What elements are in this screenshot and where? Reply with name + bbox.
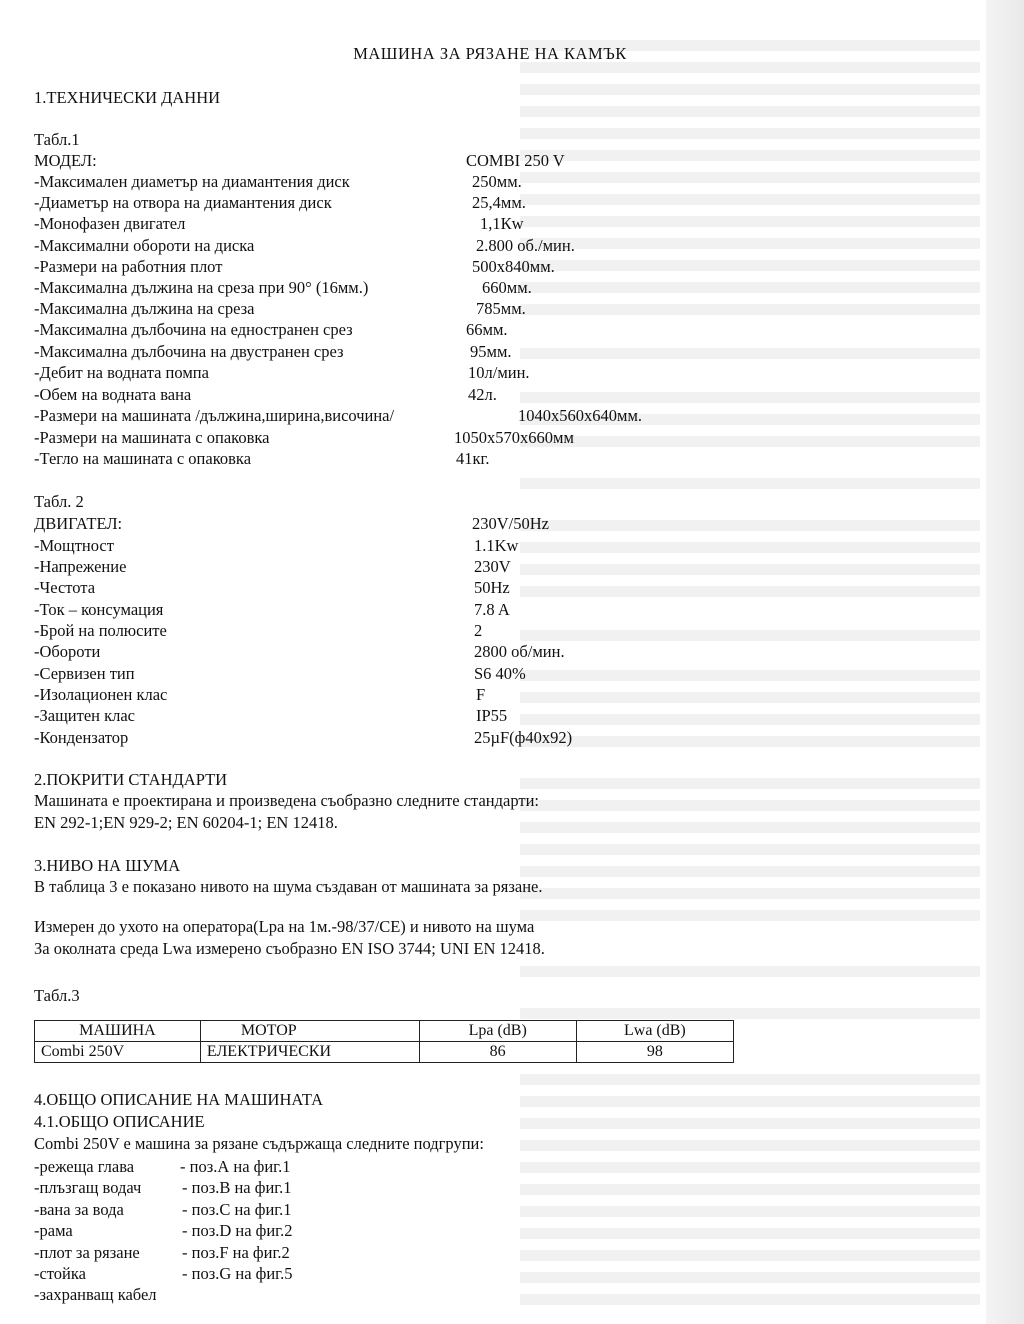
table1-value: 785мм. xyxy=(476,299,526,318)
table1-label: -Максимален диаметър на диамантения диск xyxy=(34,172,350,191)
table-header-cell: МАШИНА xyxy=(35,1021,201,1042)
table-header-cell: Lwa (dB) xyxy=(576,1021,733,1042)
table1-label: -Максимална дълбочина на едностранен срез xyxy=(34,320,353,339)
table1-value: 10л/мин. xyxy=(468,363,530,382)
table2-value: 2800 об/мин. xyxy=(474,642,565,661)
section4-subheading: 4.1.ОБЩО ОПИСАНИЕ xyxy=(34,1112,205,1131)
subgroup-label: -вана за вода xyxy=(34,1200,124,1219)
table1-value: 1050х570х660мм xyxy=(454,428,574,447)
table1-value: 95мм. xyxy=(470,342,512,361)
section2-heading: 2.ПОКРИТИ СТАНДАРТИ xyxy=(34,770,228,789)
table1-label: -Диаметър на отвора на диамантения диск xyxy=(34,193,332,212)
table-row xyxy=(35,1042,734,1063)
table-cell: 98 xyxy=(576,1042,733,1063)
subgroup-label: -режеща глава xyxy=(34,1157,135,1176)
table1-caption: Табл.1 xyxy=(34,130,80,149)
table2-label: -Сервизен тип xyxy=(34,664,135,683)
table3-caption: Табл.3 xyxy=(34,986,80,1005)
section1-heading: 1.ТЕХНИЧЕСКИ ДАННИ xyxy=(34,88,221,107)
noise-measure-line: Измерен до ухото на оператора(Lpa на 1м.-98/37/CE) и нивото на шума xyxy=(34,917,535,936)
subgroup-ref: - поз.А на фиг.1 xyxy=(180,1157,291,1176)
table-header-cell: Lpa (dB) xyxy=(419,1021,576,1042)
subgroup-ref: - поз.B на фиг.1 xyxy=(182,1178,292,1197)
page-title: МАШИНА ЗА РЯЗАНЕ НА КАМЪК xyxy=(353,44,627,63)
table2-value: 25µF(ф40х92) xyxy=(474,728,573,747)
table1-label: МОДЕЛ: xyxy=(34,151,97,170)
table1-label: -Максимална дълбочина на двустранен срез xyxy=(34,342,344,361)
subgroup-label: -плот за рязане xyxy=(34,1243,140,1262)
table1-value: 1,1Кw xyxy=(480,214,524,233)
standards-list: EN 292-1;EN 929-2; EN 60204-1; EN 12418. xyxy=(34,813,338,832)
subgroup-label: -захранващ кабел xyxy=(34,1285,157,1304)
subgroup-ref: - поз.G на фиг.5 xyxy=(182,1264,293,1283)
section3-heading: 3.НИВО НА ШУМА xyxy=(34,856,181,875)
description-intro: Combi 250V е машина за рязане съдържаща следните подгрупи: xyxy=(34,1134,484,1153)
table1-value: 41кг. xyxy=(456,449,490,468)
table1-value: 66мм. xyxy=(466,320,508,339)
table2-value: 230V xyxy=(474,557,511,576)
table1-label: -Размери на машината с опаковка xyxy=(34,428,270,447)
table-cell: 86 xyxy=(419,1042,576,1063)
subgroup-label: -стойка xyxy=(34,1264,86,1283)
table-header-cell: МОТОР xyxy=(200,1021,419,1042)
noise-table xyxy=(34,1020,734,1063)
subgroup-label: -плъзгащ водач xyxy=(34,1178,142,1197)
table1-value: 2.800 об./мин. xyxy=(476,236,575,255)
table1-value: 660мм. xyxy=(482,278,532,297)
table1-label: -Дебит на водната помпа xyxy=(34,363,209,382)
table1-label: -Монофазен двигател xyxy=(34,214,186,233)
table2-label: -Защитен клас xyxy=(34,706,136,725)
table2-value: 2 xyxy=(474,621,483,640)
subgroup-ref: - поз.C на фиг.1 xyxy=(182,1200,292,1219)
subgroup-label: -рама xyxy=(34,1221,73,1240)
table2-value: 1.1Kw xyxy=(474,536,519,555)
table2-value: 7.8 A xyxy=(474,600,510,619)
subgroup-ref: - поз.D на фиг.2 xyxy=(182,1221,293,1240)
table2-label: -Честота xyxy=(34,578,96,597)
table1-label: -Тегло на машината с опаковка xyxy=(34,449,252,468)
table2-label: -Изолационен клас xyxy=(34,685,168,704)
table1-label: -Максимална дължина на среза при 90° (16мм.) xyxy=(34,278,369,297)
table2-value: S6 40% xyxy=(474,664,526,683)
table1-value: 42л. xyxy=(468,385,497,404)
section4-heading: 4.ОБЩО ОПИСАНИЕ НА МАШИНАТА xyxy=(34,1090,323,1109)
table2-value: F xyxy=(476,685,486,704)
table2-label: -Брой на полюсите xyxy=(34,621,167,640)
table1-value: 250мм. xyxy=(472,172,522,191)
table1-value: 500х840мм. xyxy=(472,257,555,276)
table2-label: -Ток – консумация xyxy=(34,600,164,619)
table2-label: -Обороти xyxy=(34,642,101,661)
table1-value: 1040х560х640мм. xyxy=(518,406,643,425)
table2-value: 230V/50Hz xyxy=(472,514,549,533)
subgroup-ref: - поз.F на фиг.2 xyxy=(182,1243,290,1262)
table-cell: Combi 250V xyxy=(35,1042,201,1063)
table2-label: -Мощтност xyxy=(34,536,114,555)
noise-intro: В таблица 3 е показано нивото на шума създаван от машината за рязане. xyxy=(34,877,543,896)
table1-label: -Максимални обороти на диска xyxy=(34,236,255,255)
table1-label: -Размери на машината /дължина,ширина,височина/ xyxy=(34,406,395,425)
table1-label: -Максимална дължина на среза xyxy=(34,299,255,318)
table2-label: -Кондензатор xyxy=(34,728,129,747)
table2-value: IP55 xyxy=(476,706,508,725)
noise-env-line: За околната среда Lwa измерено съобразно EN ISO 3744; UNI EN 12418. xyxy=(34,939,545,958)
table1-label: -Обем на водната вана xyxy=(34,385,192,404)
standards-intro: Машината е проектирана и произведена съобразно следните стандарти: xyxy=(34,791,539,810)
table2-label: ДВИГАТЕЛ: xyxy=(34,514,123,533)
table1-value: 25,4мм. xyxy=(472,193,526,212)
table1-label: -Размери на работния плот xyxy=(34,257,223,276)
table2-value: 50Hz xyxy=(474,578,510,597)
table1-value: COMBI 250 V xyxy=(466,151,565,170)
table-cell: ЕЛЕКТРИЧЕСКИ xyxy=(200,1042,419,1063)
table2-label: -Напрежение xyxy=(34,557,127,576)
scan-edge-shadow xyxy=(986,0,1024,1324)
table-header-row xyxy=(35,1021,734,1042)
table2-caption: Табл. 2 xyxy=(34,492,84,511)
